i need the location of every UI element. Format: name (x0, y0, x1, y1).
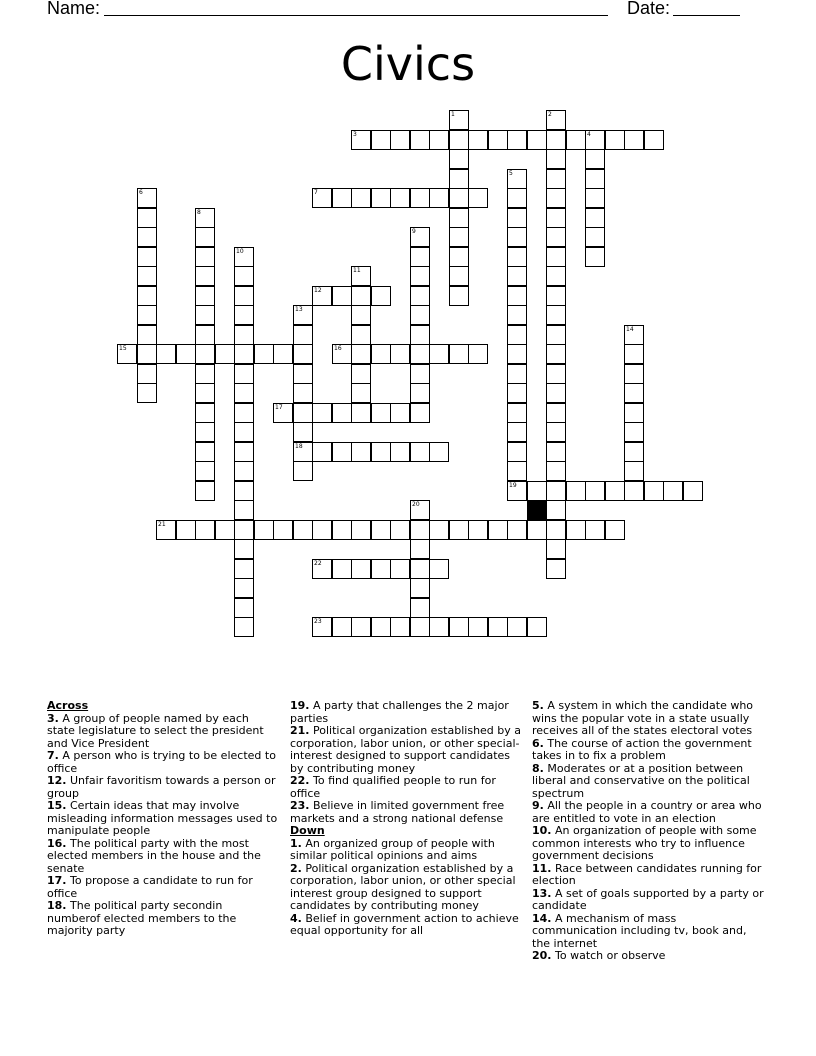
grid-cell[interactable] (410, 286, 430, 306)
grid-cell[interactable] (137, 286, 157, 306)
grid-cell[interactable] (234, 461, 254, 481)
grid-cell[interactable] (351, 286, 371, 306)
grid-cell[interactable] (624, 325, 644, 345)
grid-cell[interactable] (176, 520, 196, 540)
grid-cell[interactable] (449, 208, 469, 228)
grid-cell[interactable] (410, 188, 430, 208)
grid-cell[interactable] (234, 520, 254, 540)
grid-cell[interactable] (371, 344, 391, 364)
grid-cell[interactable] (410, 598, 430, 618)
grid-cell[interactable] (234, 286, 254, 306)
grid-cell[interactable] (585, 247, 605, 267)
cell-number: 16 (334, 345, 342, 352)
clue-across-12: 12. Unfair favoritism towards a person or group (47, 774, 276, 800)
grid-cell[interactable] (546, 149, 566, 169)
grid-cell[interactable] (468, 188, 488, 208)
grid-cell[interactable] (351, 266, 371, 286)
grid-cell[interactable] (585, 481, 605, 501)
grid-cell[interactable] (234, 500, 254, 520)
grid-cell[interactable] (507, 364, 527, 384)
grid-cell[interactable] (351, 188, 371, 208)
cell-number: 4 (587, 131, 591, 138)
grid-cell[interactable] (156, 344, 176, 364)
grid-cell[interactable] (293, 442, 313, 462)
grid-cell[interactable] (507, 325, 527, 345)
grid-cell[interactable] (507, 169, 527, 189)
grid-cell[interactable] (546, 305, 566, 325)
grid-cell[interactable] (390, 559, 410, 579)
clue-down-8: 8. Moderates or at a position between liberal and conservative on the political spectrum (532, 761, 750, 800)
grid-cell[interactable] (117, 344, 137, 364)
grid-cell[interactable] (195, 305, 215, 325)
clue-across-16: 16. The political party with the most elected members in the house and the senate (47, 836, 261, 875)
grid-cell[interactable] (195, 481, 215, 501)
grid-cell[interactable] (507, 286, 527, 306)
grid-cell[interactable] (624, 461, 644, 481)
clue-across-22: 22. To find qualified people to run for office (290, 774, 496, 800)
grid-cell[interactable] (351, 520, 371, 540)
grid-cell[interactable] (293, 461, 313, 481)
grid-cell[interactable] (468, 344, 488, 364)
grid-cell[interactable] (137, 344, 157, 364)
grid-cell[interactable] (546, 481, 566, 501)
grid-cell[interactable] (195, 442, 215, 462)
grid-cell[interactable] (507, 617, 527, 637)
grid-cell[interactable] (546, 344, 566, 364)
grid-cell[interactable] (332, 403, 352, 423)
grid-cell[interactable] (332, 286, 352, 306)
grid-cell[interactable] (234, 305, 254, 325)
grid-cell[interactable] (215, 344, 235, 364)
grid-cell[interactable] (371, 286, 391, 306)
grid-cell[interactable] (507, 227, 527, 247)
cell-number: 9 (412, 228, 416, 235)
grid-cell[interactable] (137, 383, 157, 403)
grid-cell[interactable] (410, 578, 430, 598)
grid-cell[interactable] (351, 364, 371, 384)
grid-cell[interactable] (273, 344, 293, 364)
grid-cell[interactable] (137, 188, 157, 208)
grid-cell[interactable] (371, 442, 391, 462)
cell-number: 13 (295, 306, 303, 313)
grid-cell[interactable] (624, 481, 644, 501)
grid-cell[interactable] (566, 130, 586, 150)
grid-cell[interactable] (137, 325, 157, 345)
grid-cell[interactable] (195, 266, 215, 286)
grid-cell[interactable] (527, 617, 547, 637)
grid-cell[interactable] (546, 520, 566, 540)
grid-cell[interactable] (195, 422, 215, 442)
grid-cell[interactable] (332, 520, 352, 540)
grid-cell[interactable] (429, 442, 449, 462)
name-label: Name: (47, 0, 101, 18)
grid-cell[interactable] (566, 481, 586, 501)
clue-down-5: 5. A system in which the candidate who wins the popular vote in a state usually receives all of the states electoral votes (532, 699, 754, 737)
grid-cell[interactable] (546, 461, 566, 481)
grid-cell[interactable] (234, 578, 254, 598)
grid-cell[interactable] (332, 344, 352, 364)
grid-cell[interactable] (410, 130, 430, 150)
grid-cell[interactable] (546, 403, 566, 423)
grid-cell[interactable] (507, 520, 527, 540)
clue-across-21: 21. Political organization established by a corporation, labor union, or other special-interest designed to support candidates by contributing money (290, 724, 522, 775)
cell-number: 8 (197, 209, 201, 216)
grid-cell[interactable] (390, 130, 410, 150)
grid-cell[interactable] (507, 130, 527, 150)
clue-down-2: 2. Political organization established by a corporation, labor union, or other special interest group designed to support candidates by contributing money (290, 861, 516, 912)
grid-cell[interactable] (468, 520, 488, 540)
grid-cell[interactable] (234, 559, 254, 579)
grid-cell[interactable] (312, 286, 332, 306)
clues-column-3 (532, 700, 764, 963)
grid-cell[interactable] (429, 559, 449, 579)
grid-cell[interactable] (507, 305, 527, 325)
clue-across-18: 18. The political party secondin numberof elected members to the majority party (47, 899, 237, 937)
grid-cell[interactable] (624, 383, 644, 403)
grid-cell[interactable] (371, 403, 391, 423)
grid-cell[interactable] (234, 383, 254, 403)
grid-cell[interactable] (546, 110, 566, 130)
grid-cell[interactable] (585, 188, 605, 208)
grid-cell[interactable] (390, 520, 410, 540)
grid-cell[interactable] (312, 617, 332, 637)
grid-cell[interactable] (156, 520, 176, 540)
grid-cell[interactable] (683, 481, 703, 501)
clue-across-19: 19. A party that challenges the 2 major parties (290, 699, 509, 725)
grid-cell[interactable] (137, 364, 157, 384)
grid-cell[interactable] (410, 403, 430, 423)
grid-cell[interactable] (293, 344, 313, 364)
grid-cell[interactable] (351, 442, 371, 462)
grid-cell[interactable] (410, 227, 430, 247)
grid-cell[interactable] (507, 344, 527, 364)
grid-cell[interactable] (351, 325, 371, 345)
grid-cell[interactable] (254, 520, 274, 540)
grid-cell[interactable] (137, 247, 157, 267)
grid-cell[interactable] (390, 403, 410, 423)
grid-cell[interactable] (449, 247, 469, 267)
grid-cell[interactable] (137, 305, 157, 325)
grid-cell[interactable] (585, 169, 605, 189)
clue-down-4: 4. Belief in government action to achieve equal opportunity for all (290, 911, 519, 937)
grid-cell[interactable] (273, 520, 293, 540)
cell-number: 21 (158, 521, 166, 528)
grid-cell[interactable] (624, 403, 644, 423)
grid-cell[interactable] (546, 130, 566, 150)
grid-cell[interactable] (585, 208, 605, 228)
grid-cell[interactable] (390, 188, 410, 208)
grid-cell[interactable] (195, 325, 215, 345)
grid-cell[interactable] (137, 227, 157, 247)
cell-number: 3 (353, 131, 357, 138)
grid-cell[interactable] (429, 520, 449, 540)
grid-cell[interactable] (312, 520, 332, 540)
grid-cell[interactable] (371, 617, 391, 637)
grid-cell[interactable] (507, 442, 527, 462)
grid-cell[interactable] (176, 344, 196, 364)
grid-cell[interactable] (449, 149, 469, 169)
grid-cell[interactable] (527, 130, 547, 150)
cell-number: 6 (139, 189, 143, 196)
clue-down-10: 10. An organization of people with some common interests who try to influence government decisions (532, 824, 757, 862)
grid-cell[interactable] (624, 422, 644, 442)
grid-cell[interactable] (546, 266, 566, 286)
grid-cell[interactable] (371, 559, 391, 579)
grid-cell[interactable] (546, 383, 566, 403)
grid-cell[interactable] (234, 403, 254, 423)
grid-cell[interactable] (605, 130, 625, 150)
grid-cell[interactable] (332, 617, 352, 637)
grid-cell[interactable] (429, 130, 449, 150)
grid-cell[interactable] (468, 130, 488, 150)
cell-number: 5 (509, 170, 513, 177)
grid-cell[interactable] (234, 539, 254, 559)
clue-down-11: 11. Race between candidates running for election (532, 861, 762, 887)
grid-cell[interactable] (624, 364, 644, 384)
grid-cell[interactable] (293, 520, 313, 540)
grid-cell[interactable] (507, 383, 527, 403)
grid-cell[interactable] (585, 130, 605, 150)
grid-cell[interactable] (410, 383, 430, 403)
cell-number: 12 (314, 287, 322, 294)
grid-cell[interactable] (546, 169, 566, 189)
grid-cell[interactable] (546, 500, 566, 520)
grid-cell[interactable] (488, 130, 508, 150)
grid-cell[interactable] (195, 227, 215, 247)
grid-cell[interactable] (215, 520, 235, 540)
puzzle-title: Civics (340, 37, 476, 91)
grid-cell[interactable] (546, 247, 566, 267)
grid-cell[interactable] (234, 364, 254, 384)
blocked-cell (527, 500, 547, 520)
clues-column-2 (290, 700, 522, 938)
grid-cell[interactable] (410, 305, 430, 325)
grid-cell[interactable] (195, 520, 215, 540)
grid-cell[interactable] (546, 442, 566, 462)
grid-cell[interactable] (605, 520, 625, 540)
grid-cell[interactable] (312, 559, 332, 579)
grid-cell[interactable] (507, 461, 527, 481)
grid-cell[interactable] (546, 422, 566, 442)
grid-cell[interactable] (273, 403, 293, 423)
clue-across-17: 17. To propose a candidate to run for office (47, 874, 253, 900)
grid-cell[interactable] (624, 130, 644, 150)
grid-cell[interactable] (546, 325, 566, 345)
grid-cell[interactable] (410, 442, 430, 462)
grid-cell[interactable] (507, 188, 527, 208)
clue-across-23: 23. Believe in limited government free markets and a strong national defense (290, 799, 505, 825)
grid-cell[interactable] (410, 325, 430, 345)
grid-cell[interactable] (234, 247, 254, 267)
grid-cell[interactable] (195, 383, 215, 403)
grid-cell[interactable] (234, 481, 254, 501)
cell-number: 22 (314, 560, 322, 567)
cell-number: 19 (509, 482, 517, 489)
grid-cell[interactable] (390, 442, 410, 462)
grid-cell[interactable] (429, 617, 449, 637)
grid-cell[interactable] (644, 130, 664, 150)
grid-cell[interactable] (429, 344, 449, 364)
cell-number: 11 (353, 267, 361, 274)
grid-cell[interactable] (234, 617, 254, 637)
grid-cell[interactable] (488, 520, 508, 540)
grid-cell[interactable] (605, 481, 625, 501)
clue-down-14: 14. A mechanism of mass communication including tv, book and, the internet (532, 911, 747, 950)
grid-cell[interactable] (644, 481, 664, 501)
grid-cell[interactable] (546, 364, 566, 384)
grid-cell[interactable] (507, 247, 527, 267)
clue-down-6: 6. The course of action the government takes in to fix a problem (532, 736, 752, 762)
grid-cell[interactable] (195, 461, 215, 481)
grid-cell[interactable] (351, 383, 371, 403)
grid-cell[interactable] (546, 188, 566, 208)
grid-cell[interactable] (449, 344, 469, 364)
grid-cell[interactable] (449, 227, 469, 247)
grid-cell[interactable] (293, 422, 313, 442)
grid-cell[interactable] (527, 481, 547, 501)
grid-cell[interactable] (351, 130, 371, 150)
grid-cell[interactable] (371, 130, 391, 150)
grid-cell[interactable] (254, 344, 274, 364)
cell-number: 23 (314, 618, 322, 625)
grid-cell[interactable] (351, 344, 371, 364)
grid-cell[interactable] (332, 442, 352, 462)
clue-down-13: 13. A set of goals supported by a party or candidate (532, 886, 764, 912)
grid-cell[interactable] (546, 227, 566, 247)
grid-cell[interactable] (137, 266, 157, 286)
grid-cell[interactable] (507, 266, 527, 286)
grid-cell[interactable] (585, 520, 605, 540)
grid-cell[interactable] (468, 617, 488, 637)
grid-cell[interactable] (293, 403, 313, 423)
grid-cell[interactable] (312, 442, 332, 462)
grid-cell[interactable] (351, 403, 371, 423)
grid-cell[interactable] (137, 208, 157, 228)
grid-cell[interactable] (566, 520, 586, 540)
cell-number: 1 (451, 111, 455, 118)
grid-cell[interactable] (234, 598, 254, 618)
grid-cell[interactable] (507, 403, 527, 423)
clue-across-3: 3. A group of people named by each state legislature to select the president and Vice President (47, 711, 264, 750)
grid-cell[interactable] (234, 442, 254, 462)
grid-cell[interactable] (234, 325, 254, 345)
grid-cell[interactable] (410, 500, 430, 520)
grid-cell[interactable] (312, 403, 332, 423)
grid-cell[interactable] (195, 364, 215, 384)
grid-cell[interactable] (410, 266, 430, 286)
cell-number: 2 (548, 111, 552, 118)
grid-cell[interactable] (410, 539, 430, 559)
grid-cell[interactable] (507, 422, 527, 442)
grid-cell[interactable] (195, 403, 215, 423)
grid-cell[interactable] (390, 344, 410, 364)
cell-number: 7 (314, 189, 318, 196)
grid-cell[interactable] (527, 520, 547, 540)
grid-cell[interactable] (663, 481, 683, 501)
grid-cell[interactable] (332, 188, 352, 208)
grid-cell[interactable] (293, 383, 313, 403)
grid-cell[interactable] (371, 188, 391, 208)
grid-cell[interactable] (234, 422, 254, 442)
grid-cell[interactable] (410, 617, 430, 637)
grid-cell[interactable] (546, 208, 566, 228)
cell-number: 18 (295, 443, 303, 450)
grid-cell[interactable] (195, 286, 215, 306)
grid-cell[interactable] (410, 344, 430, 364)
grid-cell[interactable] (410, 520, 430, 540)
grid-cell[interactable] (624, 442, 644, 462)
grid-cell[interactable] (449, 130, 469, 150)
grid-cell[interactable] (351, 305, 371, 325)
grid-cell[interactable] (195, 344, 215, 364)
grid-cell[interactable] (332, 559, 352, 579)
grid-cell[interactable] (449, 188, 469, 208)
clue-across-15: 15. Certain ideas that may involve misleading information messages used to manipulate people (47, 799, 278, 837)
grid-cell[interactable] (371, 520, 391, 540)
grid-cell[interactable] (449, 286, 469, 306)
grid-cell[interactable] (546, 559, 566, 579)
grid-cell[interactable] (351, 559, 371, 579)
grid-cell[interactable] (546, 539, 566, 559)
grid-cell[interactable] (449, 520, 469, 540)
cell-number: 10 (236, 248, 244, 255)
cell-number: 14 (626, 326, 634, 333)
grid-cell[interactable] (312, 188, 332, 208)
grid-cell[interactable] (234, 344, 254, 364)
grid-cell[interactable] (351, 617, 371, 637)
grid-cell[interactable] (293, 364, 313, 384)
grid-cell[interactable] (449, 266, 469, 286)
grid-cell[interactable] (449, 169, 469, 189)
grid-cell[interactable] (624, 344, 644, 364)
date-label: Date: (627, 0, 671, 18)
grid-cell[interactable] (429, 188, 449, 208)
clues-column-1 (47, 700, 279, 938)
grid-cell[interactable] (234, 266, 254, 286)
cell-number: 17 (275, 404, 283, 411)
clue-down-1: 1. An organized group of people with similar political opinions and aims (290, 836, 495, 862)
grid-cell[interactable] (293, 325, 313, 345)
grid-cell[interactable] (585, 149, 605, 169)
cell-number: 15 (119, 345, 127, 352)
clue-down-20: 20. To watch or observe (532, 949, 666, 962)
grid-cell[interactable] (410, 559, 430, 579)
grid-cell[interactable] (195, 247, 215, 267)
clue-across-7: 7. A person who is trying to be elected to office (47, 749, 276, 775)
grid-cell[interactable] (410, 364, 430, 384)
grid-cell[interactable] (449, 110, 469, 130)
grid-cell[interactable] (410, 247, 430, 267)
grid-cell[interactable] (507, 481, 527, 501)
across-heading: Across (47, 699, 89, 712)
grid-cell[interactable] (546, 286, 566, 306)
grid-cell[interactable] (488, 617, 508, 637)
clue-down-9: 9. All the people in a country or area who are entitled to vote in an election (532, 799, 762, 825)
down-heading: Down (290, 824, 325, 837)
grid-cell[interactable] (449, 617, 469, 637)
grid-cell[interactable] (293, 305, 313, 325)
grid-cell[interactable] (195, 208, 215, 228)
cell-number: 20 (412, 501, 420, 508)
grid-cell[interactable] (585, 227, 605, 247)
grid-cell[interactable] (507, 208, 527, 228)
grid-cell[interactable] (390, 617, 410, 637)
